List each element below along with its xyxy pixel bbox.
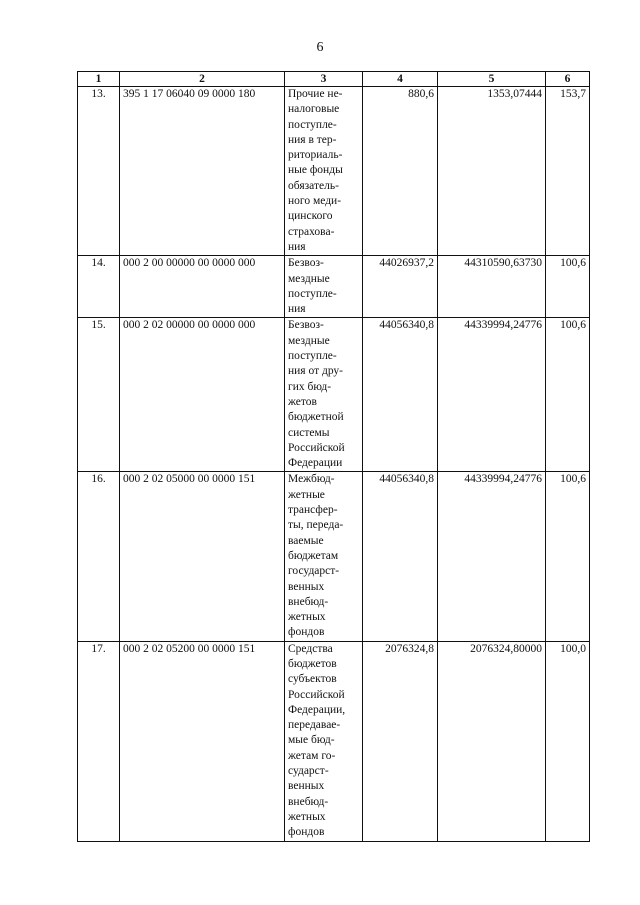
value-col4: 44056340,8	[363, 472, 438, 641]
revenue-name: Безвоз- мездные поступле- ния от дру- гих бюд- жетов бюджетной системы Российской Федерации	[285, 318, 363, 472]
budget-code: 000 2 02 00000 00 0000 000	[120, 318, 285, 472]
column-header-5: 5	[438, 72, 546, 87]
revenue-name: Безвоз- мездные поступле- ния	[285, 256, 363, 318]
row-number: 17.	[78, 641, 120, 841]
value-col4: 2076324,8	[363, 641, 438, 841]
value-col5: 44310590,63730	[438, 256, 546, 318]
value-col6: 100,6	[546, 256, 590, 318]
row-number: 13.	[78, 87, 120, 256]
table-header-row	[78, 72, 590, 87]
value-col6: 100,0	[546, 641, 590, 841]
column-header-6: 6	[546, 72, 590, 87]
value-col4: 44026937,2	[363, 256, 438, 318]
page-number: 6	[316, 40, 324, 55]
row-number: 16.	[78, 472, 120, 641]
budget-code: 000 2 02 05000 00 0000 151	[120, 472, 285, 641]
revenue-name: Межбюд- жетные трансфер- ты, переда- ваемые бюджетам государст- венных внебюд- жетных фондов	[285, 472, 363, 641]
value-col6: 100,6	[546, 318, 590, 472]
budget-code: 000 2 02 05200 00 0000 151	[120, 641, 285, 841]
column-header-1: 1	[78, 72, 120, 87]
table-row	[78, 87, 590, 256]
column-header-4: 4	[363, 72, 438, 87]
table-row	[78, 318, 590, 472]
value-col6: 100,6	[546, 472, 590, 641]
revenue-name: Прочие не- налоговые поступле- ния в тер- риториаль- ные фонды обязатель- ного меди- цинского страхова- ния	[285, 87, 363, 256]
value-col6: 153,7	[546, 87, 590, 256]
value-col4: 44056340,8	[363, 318, 438, 472]
value-col5: 2076324,80000	[438, 641, 546, 841]
budget-code: 000 2 00 00000 00 0000 000	[120, 256, 285, 318]
budget-code: 395 1 17 06040 09 0000 180	[120, 87, 285, 256]
table-row	[78, 641, 590, 841]
row-number: 15.	[78, 318, 120, 472]
value-col5: 1353,07444	[438, 87, 546, 256]
value-col5: 44339994,24776	[438, 472, 546, 641]
column-header-3: 3	[285, 72, 363, 87]
table-row	[78, 472, 590, 641]
revenue-name: Средства бюджетов субъектов Российской Федерации, передавае- мые бюд- жетам го- сударст- венных внебюд- жетных фондов	[285, 641, 363, 841]
column-header-2: 2	[120, 72, 285, 87]
table-row	[78, 256, 590, 318]
value-col5: 44339994,24776	[438, 318, 546, 472]
value-col4: 880,6	[363, 87, 438, 256]
revenue-table	[77, 71, 590, 842]
row-number: 14.	[78, 256, 120, 318]
